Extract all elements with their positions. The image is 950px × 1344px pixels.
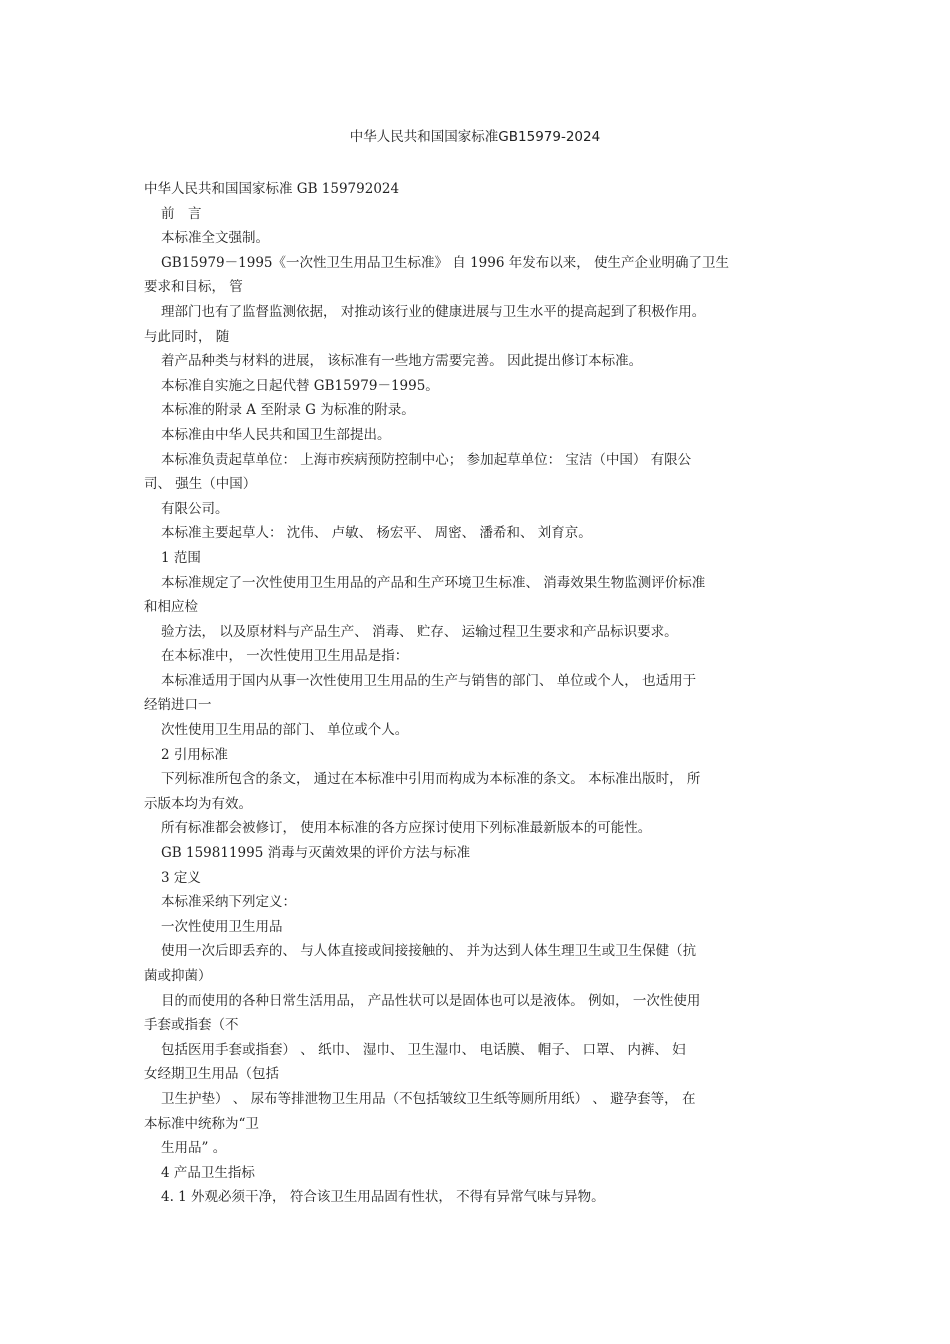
text-line: 手套或指套（不 xyxy=(144,1017,239,1034)
text-line: 本标准中统称为“卫 xyxy=(144,1115,259,1132)
section-heading: 4 产品卫生指标 xyxy=(161,1164,255,1181)
text-line: 女经期卫生用品（包括 xyxy=(144,1066,279,1083)
text-line: 下列标准所包含的条文， 通过在本标准中引用而构成为本标准的条文。 本标准出版时， 所 xyxy=(161,771,701,788)
text-line: 与此同时， 随 xyxy=(144,328,230,345)
text-line: 包括医用手套或指套） 、 纸巾、 湿巾、 卫生湿巾、 电话膜、 帽子、 口罩、 内裤、 妇 xyxy=(161,1041,686,1058)
text-line: 本标准自实施之日起代替 GB15979－1995。 xyxy=(161,377,439,394)
text-line: 本标准全文强制。 xyxy=(161,230,269,247)
text-line: 本标准主要起草人： 沈伟、 卢敏、 杨宏平、 周密、 潘希和、 刘育京。 xyxy=(161,525,592,542)
text-line: 次性使用卫生用品的部门、 单位或个人。 xyxy=(161,722,409,739)
text-line: 有限公司。 xyxy=(161,500,229,517)
text-line: 卫生护垫） 、 尿布等排泄物卫生用品（不包括皱纹卫生纸等厕所用纸） 、 避孕套等， 在 xyxy=(161,1090,696,1107)
text-line: 本标准规定了一次性使用卫生用品的产品和生产环境卫生标准、 消毒效果生物监测评价标准 xyxy=(161,574,706,591)
text-line: 菌或抑菌） xyxy=(144,968,212,984)
document-body xyxy=(144,177,809,1210)
text-line: 一次性使用卫生用品 xyxy=(161,918,283,935)
text-line: 和相应检 xyxy=(144,599,198,616)
text-line: 前 言 xyxy=(161,205,202,222)
text-line: 理部门也有了监督监测依据， 对推动该行业的健康进展与卫生水平的提高起到了积极作用。 xyxy=(161,303,706,320)
text-line: 经销进口一 xyxy=(144,697,212,714)
text-line: 在本标准中， 一次性使用卫生用品是指： xyxy=(161,648,409,665)
text-line: 要求和目标， 管 xyxy=(144,279,243,296)
text-line: 本标准采纳下列定义： xyxy=(161,894,296,911)
text-line: 本标准适用于国内从事一次性使用卫生用品的生产与销售的部门、 单位或个人， 也适用于 xyxy=(161,672,697,689)
text-line: 本标准由中华人民共和国卫生部提出。 xyxy=(161,426,391,443)
text-line: GB 159811995 消毒与灭菌效果的评价方法与标准 xyxy=(161,845,471,862)
text-line: 司、 强生（中国） xyxy=(144,476,257,493)
text-line: 所有标准都会被修订， 使用本标准的各方应探讨使用下列标准最新版本的可能性。 xyxy=(161,820,652,837)
text-line: 使用一次后即丢弃的、 与人体直接或间接接触的、 并为达到人体生理卫生或卫生保健（抗 xyxy=(161,943,697,960)
document-title: 中华人民共和国国家标准GB15979-2024 xyxy=(349,129,601,145)
text-line: 着产品种类与材料的进展， 该标准有一些地方需要完善。 因此提出修订本标准。 xyxy=(161,353,643,370)
text-line: 目的而使用的各种日常生活用品， 产品性状可以是固体也可以是液体。 例如， 一次性使用 xyxy=(161,992,701,1009)
text-line: 中华人民共和国国家标准 GB 159792024 xyxy=(144,181,400,197)
text-line: GB15979－1995《一次性卫生用品卫生标准》 自 1996 年发布以来， 使生产企业明确了卫生 xyxy=(161,254,730,271)
section-heading: 3 定义 xyxy=(161,869,201,886)
text-line: 本标准的附录 A 至附录 G 为标准的附录。 xyxy=(161,402,415,419)
text-line: 生用品” 。 xyxy=(161,1140,227,1157)
section-heading: 1 范围 xyxy=(161,549,201,566)
text-line: 本标准负责起草单位： 上海市疾病预防控制中心； 参加起草单位： 宝洁（中国） 有限公 xyxy=(161,451,692,468)
text-line: 示版本均为有效。 xyxy=(144,795,252,812)
text-line: 验方法， 以及原材料与产品生产、 消毒、 贮存、 运输过程卫生要求和产品标识要求。 xyxy=(161,623,678,640)
section-heading: 2 引用标准 xyxy=(161,746,228,763)
text-line: 4. 1 外观必须干净， 符合该卫生用品固有性状， 不得有异常气味与异物。 xyxy=(161,1189,605,1206)
